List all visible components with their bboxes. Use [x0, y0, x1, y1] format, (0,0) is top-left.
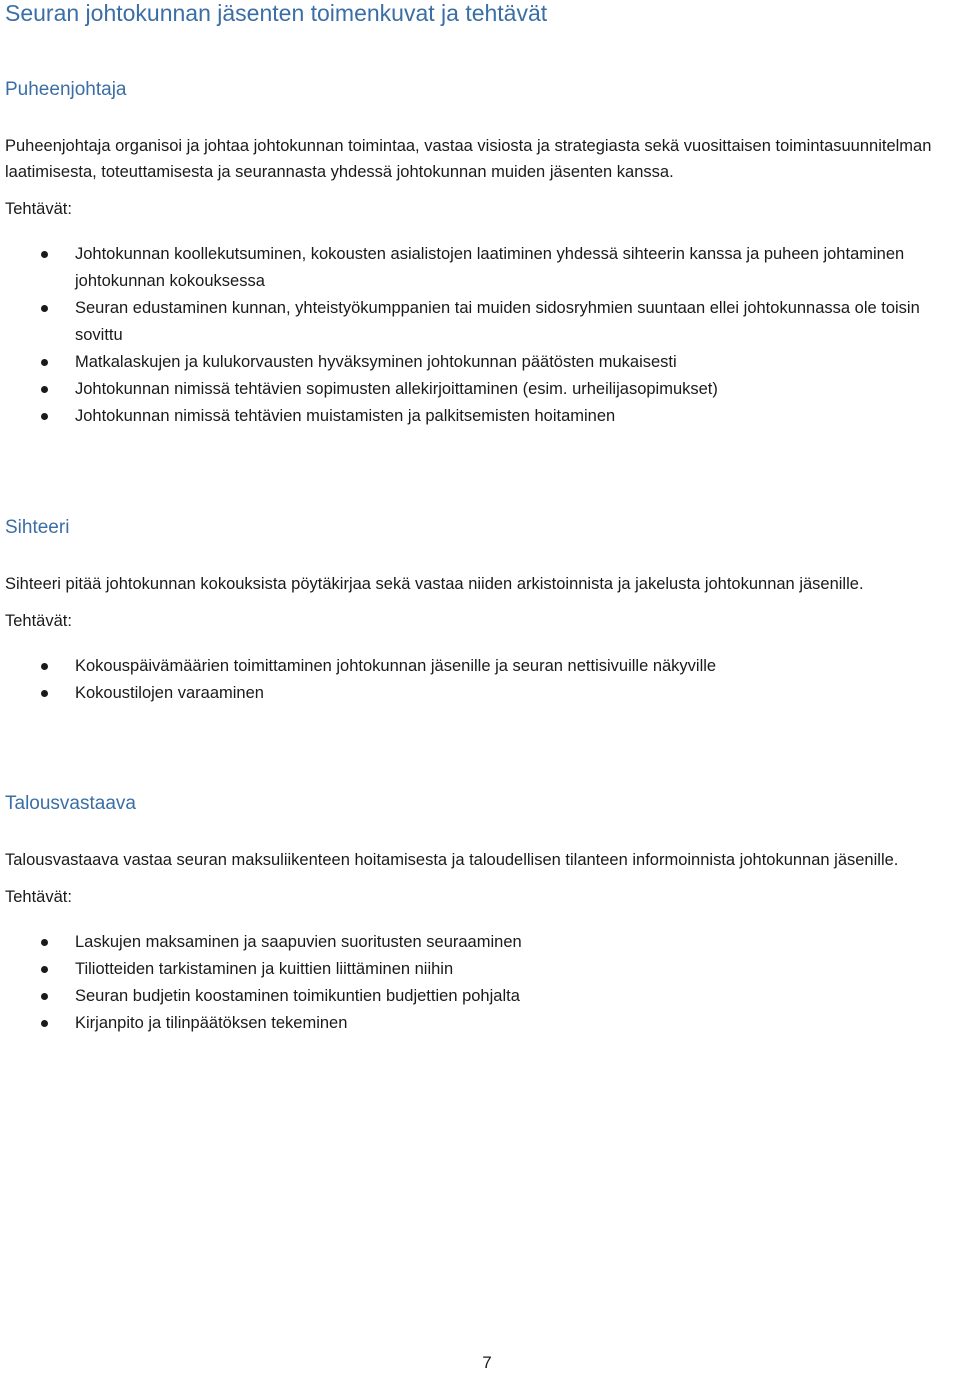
task-text: Johtokunnan nimissä tehtävien muistamisten ja palkitsemisten hoitaminen: [75, 407, 616, 425]
list-item: [5, 295, 960, 349]
section-heading: Puheenjohtaja: [5, 79, 127, 100]
bullet-icon: [41, 359, 48, 366]
list-item: [5, 349, 960, 376]
list-item: [5, 983, 960, 1010]
list-item: [5, 1010, 960, 1037]
list-item: [5, 403, 960, 430]
task-text: Matkalaskujen ja kulukorvausten hyväksyminen johtokunnan päätösten mukaisesti: [75, 353, 677, 371]
section-talousvastaava: [5, 792, 960, 1037]
list-item: [5, 376, 960, 403]
bullet-icon: [41, 251, 48, 258]
page-number: 7: [482, 1353, 492, 1372]
task-text: Johtokunnan nimissä tehtävien sopimusten allekirjoittaminen (esim. urheilijasopimukset): [75, 380, 718, 398]
list-item: [5, 956, 960, 983]
document-page: [5, 0, 960, 1032]
document-title: Seuran johtokunnan jäsenten toimenkuvat ja tehtävät: [5, 0, 548, 26]
bullet-icon: [41, 1020, 48, 1027]
task-list: [5, 929, 960, 1037]
task-text: Kirjanpito ja tilinpäätöksen tekeminen: [75, 1014, 348, 1032]
bullet-icon: [41, 690, 48, 697]
bullet-icon: [41, 966, 48, 973]
section-sihteeri: [5, 516, 960, 707]
section-description: Talousvastaava vastaa seuran maksuliikenteen hoitamisesta ja taloudellisen tilanteen informoinnista johtokunnan jäsenille.: [5, 851, 899, 869]
section-description: Puheenjohtaja organisoi ja johtaa johtokunnan toimintaa, vastaa visiosta ja strategiasta sekä vuosittaisen toimintasuunnitelman laatimisesta, toteuttamisesta ja seurannasta yhdessä johtokunnan muiden jäsenten kanssa.: [5, 137, 932, 181]
section-description: Sihteeri pitää johtokunnan kokouksista pöytäkirjaa sekä vastaa niiden arkistoinnista ja jakelusta johtokunnan jäsenille.: [5, 575, 864, 593]
bullet-icon: [41, 413, 48, 420]
task-text: Laskujen maksaminen ja saapuvien suoritusten seuraaminen: [75, 933, 522, 951]
section-heading: Talousvastaava: [5, 793, 136, 814]
list-item: [5, 241, 960, 295]
bullet-icon: [41, 386, 48, 393]
task-text: Kokouspäivämäärien toimittaminen johtokunnan jäsenille ja seuran nettisivuille näkyville: [75, 657, 717, 675]
task-text: Kokoustilojen varaaminen: [75, 684, 264, 702]
list-item: [5, 680, 960, 707]
task-text: Seuran budjetin koostaminen toimikuntien budjettien pohjalta: [75, 987, 520, 1005]
bullet-icon: [41, 939, 48, 946]
task-text: Seuran edustaminen kunnan, yhteistyökumppanien tai muiden sidosryhmien suuntaan ellei johtokunnassa ole toisin sovittu: [75, 299, 920, 344]
task-text: Johtokunnan koollekutsuminen, kokousten asialistojen laatiminen yhdessä sihteerin kanssa ja puheen johtaminen johtokunnan kokouksessa: [75, 245, 905, 290]
bullet-icon: [41, 305, 48, 312]
tasks-label: Tehtävät:: [5, 200, 72, 218]
section-heading: Sihteeri: [5, 517, 70, 538]
tasks-label: Tehtävät:: [5, 612, 72, 630]
task-list: [5, 241, 960, 430]
section-puheenjohtaja: [5, 78, 960, 430]
list-item: [5, 929, 960, 956]
list-item: [5, 653, 960, 680]
task-text: Tiliotteiden tarkistaminen ja kuittien liittäminen niihin: [75, 960, 454, 978]
bullet-icon: [41, 993, 48, 1000]
tasks-label: Tehtävät:: [5, 888, 72, 906]
task-list: [5, 653, 960, 707]
bullet-icon: [41, 663, 48, 670]
